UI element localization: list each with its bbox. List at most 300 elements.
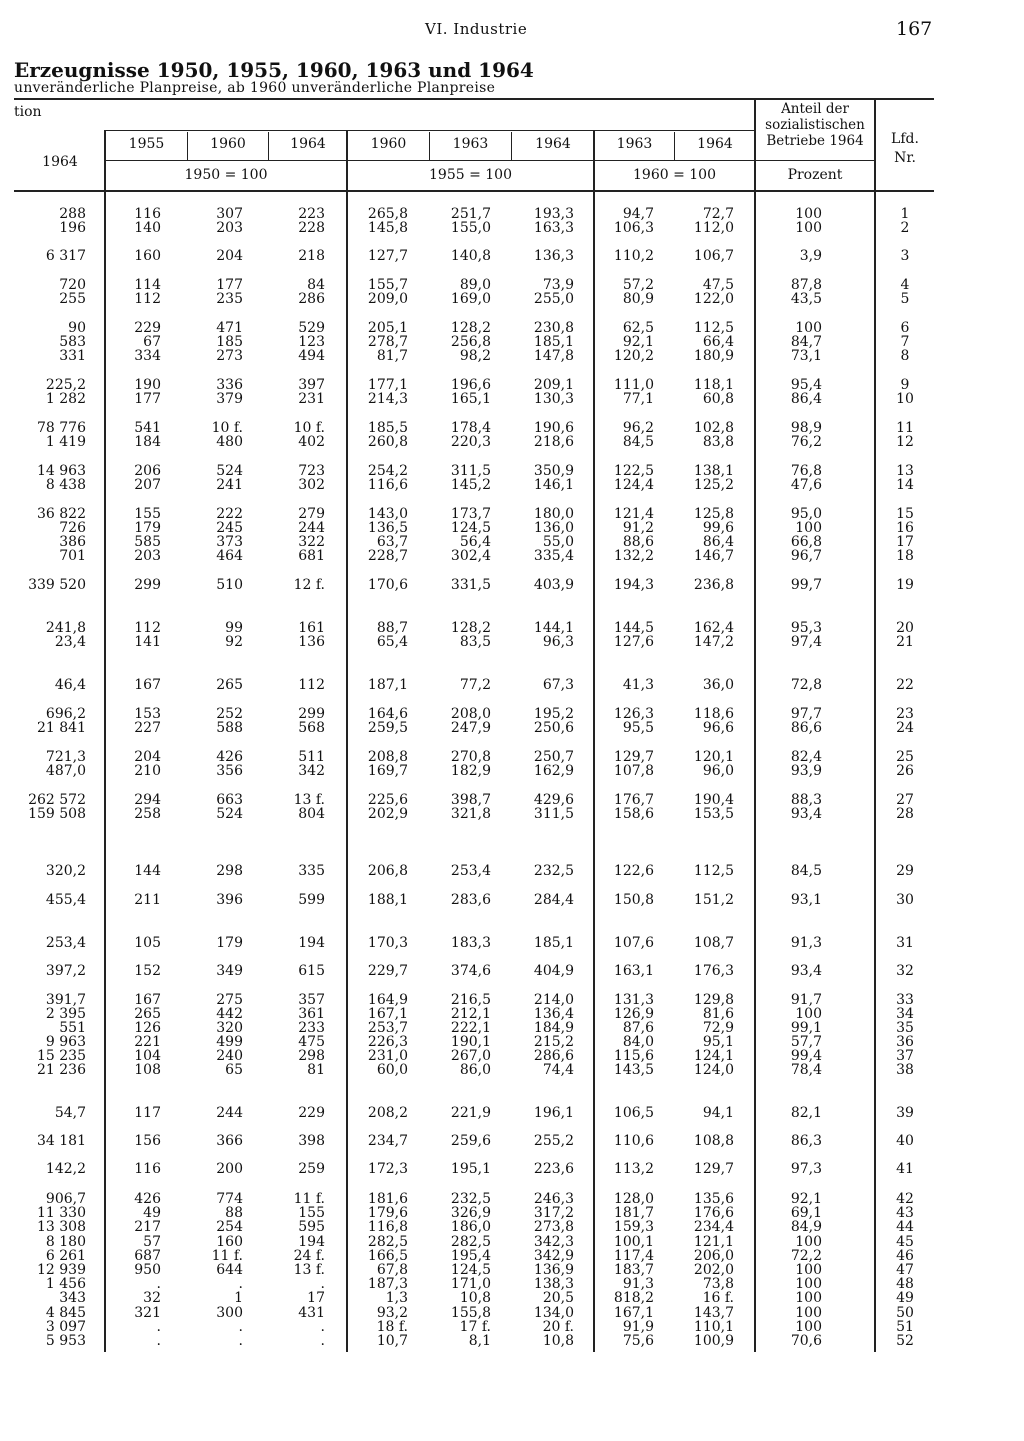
table-cell: 15 235 [37, 1048, 86, 1064]
table-cell: 195,4 [450, 1248, 491, 1264]
table-cell: 14 963 [37, 463, 86, 479]
table-cell: 163,3 [533, 220, 574, 236]
table-title: Erzeugnisse 1950, 1955, 1960, 1963 und 1964 [14, 58, 534, 82]
table-cell: 81,6 [702, 1006, 734, 1022]
table-cell: 687 [134, 1248, 161, 1264]
table-cell: 214,0 [533, 992, 574, 1008]
row-number: 10 [896, 391, 914, 407]
table-cell: 177 [216, 277, 243, 293]
table-cell: 141 [134, 634, 161, 650]
row-number: 39 [896, 1105, 914, 1121]
table-cell: 129,7 [693, 1161, 734, 1177]
table-cell: 116,6 [367, 477, 408, 493]
table-cell: 283,6 [450, 892, 491, 908]
table-cell: 214,3 [367, 391, 408, 407]
table-cell: 87,8 [790, 277, 822, 293]
table-cell: 83,5 [459, 634, 491, 650]
table-cell: 176,7 [613, 792, 654, 808]
table-cell: 229,7 [367, 963, 408, 979]
table-cell: 167 [134, 992, 161, 1008]
table-cell: 221,9 [450, 1105, 491, 1121]
year-b-1964: 1964 [535, 136, 571, 152]
row-number: 5 [900, 291, 910, 307]
table-cell: 251,7 [450, 206, 491, 222]
table-cell: 475 [298, 1034, 325, 1050]
table-cell: 906,7 [45, 1191, 86, 1207]
table-cell: 524 [216, 806, 243, 822]
table-cell: 122,5 [613, 463, 654, 479]
table-cell: 108 [134, 1062, 161, 1078]
table-cell: 195,2 [533, 706, 574, 722]
table-cell: 1 282 [45, 391, 86, 407]
table-cell: 205,1 [367, 320, 408, 336]
row-number: 26 [896, 763, 914, 779]
table-cell: 122,6 [613, 863, 654, 879]
table-cell: 172,3 [367, 1161, 408, 1177]
row-number: 16 [896, 520, 914, 536]
table-cell: 180,0 [533, 506, 574, 522]
table-cell: 77,1 [622, 391, 654, 407]
table-cell: . [156, 1333, 161, 1349]
table-cell: 143,0 [367, 506, 408, 522]
table-cell: 267,0 [450, 1048, 491, 1064]
table-cell: 78 776 [37, 420, 86, 436]
table-cell: 73,1 [790, 348, 822, 364]
table-cell: 194,3 [613, 577, 654, 593]
table-cell: 494 [298, 348, 325, 364]
table-cell: 215,2 [533, 1034, 574, 1050]
row-number: 17 [896, 534, 914, 550]
row-number: 43 [896, 1205, 914, 1221]
table-cell: 56,4 [459, 534, 491, 550]
table-cell: 17 f. [459, 1319, 491, 1335]
table-cell: 615 [298, 963, 325, 979]
table-cell: 126,9 [613, 1006, 654, 1022]
table-cell: 583 [59, 334, 86, 350]
table-cell: 229 [134, 320, 161, 336]
table-cell: 511 [298, 749, 325, 765]
table-cell: 169,7 [367, 763, 408, 779]
row-number: 13 [896, 463, 914, 479]
table-cell: 49 [143, 1205, 161, 1221]
table-cell: 471 [216, 320, 243, 336]
table-cell: 177,1 [367, 377, 408, 393]
table-cell: 282,5 [367, 1234, 408, 1250]
table-cell: 245 [216, 520, 243, 536]
table-cell: 106,7 [693, 248, 734, 264]
row-number: 40 [896, 1133, 914, 1149]
table-cell: 196,1 [533, 1105, 574, 1121]
table-cell: 116 [134, 1161, 161, 1177]
row-number: 20 [896, 620, 914, 636]
table-cell: 499 [216, 1034, 243, 1050]
table-cell: 106,5 [613, 1105, 654, 1121]
table-cell: 210 [134, 763, 161, 779]
table-cell: 321 [134, 1305, 161, 1321]
table-cell: 21 841 [37, 720, 86, 736]
table-cell: 111,0 [613, 377, 654, 393]
table-subtitle: unveränderliche Planpreise, ab 1960 unveränderliche Planpreise [14, 80, 496, 96]
page-number: 167 [896, 18, 933, 40]
table-cell: 131,3 [613, 992, 654, 1008]
table-cell: 176,6 [693, 1205, 734, 1221]
table-cell: 107,8 [613, 763, 654, 779]
table-cell: 179 [134, 520, 161, 536]
table-cell: 228,7 [367, 548, 408, 564]
table-cell: 162,9 [533, 763, 574, 779]
table-cell: 65 [225, 1062, 243, 1078]
table-cell: 397 [298, 377, 325, 393]
table-cell: 246,3 [533, 1191, 574, 1207]
table-cell: 342 [298, 763, 325, 779]
row-number: 14 [896, 477, 914, 493]
table-cell: 84,9 [790, 1219, 822, 1235]
table-cell: 91,7 [790, 992, 822, 1008]
row-number: 44 [896, 1219, 914, 1235]
table-cell: 203 [134, 548, 161, 564]
table-cell: 221 [134, 1034, 161, 1050]
row-number: 46 [896, 1248, 914, 1264]
table-cell: 13 308 [37, 1219, 86, 1235]
table-cell: 112 [134, 620, 161, 636]
table-cell: 162,4 [693, 620, 734, 636]
table-cell: 43,5 [790, 291, 822, 307]
table-cell: 265,8 [367, 206, 408, 222]
table-cell: 194 [298, 935, 325, 951]
table-cell: 18 f. [376, 1319, 408, 1335]
lfd-label: Lfd. Nr. [891, 131, 919, 166]
table-cell: 60,0 [376, 1062, 408, 1078]
table-cell: 311,5 [450, 463, 491, 479]
table-cell: 136 [298, 634, 325, 650]
table-cell: 63,7 [376, 534, 408, 550]
table-cell: 173,7 [450, 506, 491, 522]
table-cell: 84,0 [622, 1034, 654, 1050]
table-cell: 107,6 [613, 935, 654, 951]
table-cell: 96,2 [622, 420, 654, 436]
table-cell: 115,6 [613, 1048, 654, 1064]
table-cell: 93,1 [790, 892, 822, 908]
table-cell: 247,9 [450, 720, 491, 736]
table-cell: 100 [795, 1305, 822, 1321]
table-cell: 187,1 [367, 677, 408, 693]
table-cell: 138,3 [533, 1276, 574, 1292]
table-cell: 60,8 [702, 391, 734, 407]
table-cell: 278,7 [367, 334, 408, 350]
table-cell: 90 [68, 320, 86, 336]
table-cell: 12 f. [293, 577, 325, 593]
table-cell: 302,4 [450, 548, 491, 564]
table-cell: 588 [216, 720, 243, 736]
table-cell: 284,4 [533, 892, 574, 908]
table-cell: 163,1 [613, 963, 654, 979]
row-number: 1 [900, 206, 910, 222]
table-cell: 350,9 [533, 463, 574, 479]
table-cell: 1 456 [45, 1276, 86, 1292]
row-number: 31 [896, 935, 914, 951]
table-cell: 152 [134, 963, 161, 979]
table-cell: 1,3 [385, 1290, 408, 1306]
table-cell: 96,3 [542, 634, 574, 650]
table-cell: 241 [216, 477, 243, 493]
table-cell: 230,8 [533, 320, 574, 336]
table-cell: 551 [59, 1020, 86, 1036]
table-cell: 73,9 [542, 277, 574, 293]
table-cell: 132,2 [613, 548, 654, 564]
table-cell: 273,8 [533, 1219, 574, 1235]
table-cell: 187,3 [367, 1276, 408, 1292]
table-cell: 1 419 [45, 434, 86, 450]
table-cell: 94,7 [622, 206, 654, 222]
table-cell: 74,4 [542, 1062, 574, 1078]
table-cell: 47,5 [702, 277, 734, 293]
table-cell: 21 236 [37, 1062, 86, 1078]
table-cell: 102,8 [693, 420, 734, 436]
row-number: 48 [896, 1276, 914, 1292]
table-cell: 696,2 [45, 706, 86, 722]
table-cell: 331,5 [450, 577, 491, 593]
table-cell: 93,9 [790, 763, 822, 779]
table-cell: 253,4 [450, 863, 491, 879]
row-number: 45 [896, 1234, 914, 1250]
table-cell: 259,6 [450, 1133, 491, 1149]
table-cell: 190 [134, 377, 161, 393]
table-cell: 188,1 [367, 892, 408, 908]
table-cell: 84 [307, 277, 325, 293]
table-cell: 235 [216, 291, 243, 307]
table-cell: 356 [216, 763, 243, 779]
table-cell: 75,6 [622, 1333, 654, 1349]
table-cell: 8 438 [45, 477, 86, 493]
table-cell: 123 [298, 334, 325, 350]
row-number: 2 [900, 220, 910, 236]
table-cell: 10,7 [376, 1333, 408, 1349]
table-cell: 208,8 [367, 749, 408, 765]
table-cell: 342,3 [533, 1234, 574, 1250]
table-cell: 92,1 [622, 334, 654, 350]
table-cell: 681 [298, 548, 325, 564]
table-cell: 3,9 [799, 248, 822, 264]
table-cell: 66,8 [790, 534, 822, 550]
table-cell: 218,6 [533, 434, 574, 450]
table-cell: 6 317 [45, 248, 86, 264]
table-cell: 320,2 [45, 863, 86, 879]
table-cell: 231 [298, 391, 325, 407]
table-cell: . [156, 1319, 161, 1335]
table-cell: 177 [134, 391, 161, 407]
table-cell: 77,2 [459, 677, 491, 693]
table-cell: 82,4 [790, 749, 822, 765]
table-cell: 255 [59, 291, 86, 307]
table-cell: . [320, 1333, 325, 1349]
table-cell: 83,8 [702, 434, 734, 450]
table-cell: 88,6 [622, 534, 654, 550]
table-cell: 116 [134, 206, 161, 222]
table-cell: 206,0 [693, 1248, 734, 1264]
table-cell: 108,7 [693, 935, 734, 951]
table-cell: 720 [59, 277, 86, 293]
table-cell: 41,3 [622, 677, 654, 693]
row-number: 37 [896, 1048, 914, 1064]
table-cell: 196,6 [450, 377, 491, 393]
table-cell: 72,8 [790, 677, 822, 693]
table-cell: 135,6 [693, 1191, 734, 1207]
table-cell: 10,8 [542, 1333, 574, 1349]
table-cell: 32 [143, 1290, 161, 1306]
table-cell: 194 [298, 1234, 325, 1250]
table-cell: 13 f. [293, 792, 325, 808]
table-cell: 155 [134, 506, 161, 522]
table-cell: 585 [134, 534, 161, 550]
table-cell: 16 f. [702, 1290, 734, 1306]
table-cell: 220,3 [450, 434, 491, 450]
table-cell: 88 [225, 1205, 243, 1221]
table-cell: 164,6 [367, 706, 408, 722]
table-cell: 464 [216, 548, 243, 564]
table-cell: 150,8 [613, 892, 654, 908]
table-cell: 128,0 [613, 1191, 654, 1207]
table-cell: 118,6 [693, 706, 734, 722]
table-cell: 72,9 [702, 1020, 734, 1036]
table-cell: 82,1 [790, 1105, 822, 1121]
share-label: Anteil der sozialistischen Betriebe 1964 [765, 101, 865, 149]
table-cell: . [238, 1319, 243, 1335]
table-cell: 105 [134, 935, 161, 951]
table-cell: 112,0 [693, 220, 734, 236]
row-number: 22 [896, 677, 914, 693]
table-cell: 93,4 [790, 806, 822, 822]
table-cell: 331 [59, 348, 86, 364]
table-cell: 231,0 [367, 1048, 408, 1064]
table-cell: 93,2 [376, 1305, 408, 1321]
year-b-1960: 1960 [370, 136, 407, 152]
table-cell: 429,6 [533, 792, 574, 808]
table-cell: 204 [134, 749, 161, 765]
row-number: 41 [896, 1161, 914, 1177]
table-cell: 36,0 [702, 677, 734, 693]
table-cell: 217 [134, 1219, 161, 1235]
row-number: 33 [896, 992, 914, 1008]
table-cell: 455,4 [45, 892, 86, 908]
table-cell: 568 [298, 720, 325, 736]
table-cell: 317,2 [533, 1205, 574, 1221]
table-cell: 701 [59, 548, 86, 564]
table-cell: 203 [216, 220, 243, 236]
table-cell: 183,3 [450, 935, 491, 951]
table-cell: 252 [216, 706, 243, 722]
table-cell: 110,6 [613, 1133, 654, 1149]
table-cell: 136,3 [533, 248, 574, 264]
table-cell: 130,3 [533, 391, 574, 407]
row-number: 29 [896, 863, 914, 879]
table-cell: 273 [216, 348, 243, 364]
table-cell: 302 [298, 477, 325, 493]
table-cell: 207 [134, 477, 161, 493]
table-cell: 299 [134, 577, 161, 593]
table-cell: 155,8 [450, 1305, 491, 1321]
row-number: 18 [896, 548, 914, 564]
table-cell: 104 [134, 1048, 161, 1064]
table-cell: 339 520 [28, 577, 86, 593]
table-cell: 153 [134, 706, 161, 722]
table-cell: 373 [216, 534, 243, 550]
table-cell: 136,0 [533, 520, 574, 536]
row-number: 49 [896, 1290, 914, 1306]
table-cell: 57,7 [790, 1034, 822, 1050]
table-cell: 112,5 [693, 320, 734, 336]
table-cell: 100 [795, 1319, 822, 1335]
table-cell: 159 508 [28, 806, 86, 822]
table-cell: 91,3 [790, 935, 822, 951]
row-number: 8 [900, 348, 910, 364]
table-cell: 34 181 [37, 1133, 86, 1149]
table-cell: 265 [134, 1006, 161, 1022]
table-cell: 11 f. [293, 1191, 325, 1207]
table-cell: 255,0 [533, 291, 574, 307]
table-cell: 96,0 [702, 763, 734, 779]
table-cell: 402 [298, 434, 325, 450]
year-a-1955: 1955 [128, 136, 165, 152]
table-cell: 275 [216, 992, 243, 1008]
table-cell: 136,4 [533, 1006, 574, 1022]
table-cell: 209,0 [367, 291, 408, 307]
table-cell: 164,9 [367, 992, 408, 1008]
table-cell: 426 [134, 1191, 161, 1207]
table-cell: 65,4 [376, 634, 408, 650]
table-cell: 118,1 [693, 377, 734, 393]
row-number: 30 [896, 892, 914, 908]
table-cell: 93,4 [790, 963, 822, 979]
table-cell: 260,8 [367, 434, 408, 450]
table-cell: 158,6 [613, 806, 654, 822]
table-cell: 129,8 [693, 992, 734, 1008]
table-cell: 151,2 [693, 892, 734, 908]
table-cell: 165,1 [450, 391, 491, 407]
table-cell: 374,6 [450, 963, 491, 979]
table-cell: 144,1 [533, 620, 574, 636]
table-cell: . [238, 1333, 243, 1349]
table-cell: 663 [216, 792, 243, 808]
table-cell: 244 [216, 1105, 243, 1121]
table-cell: 398,7 [450, 792, 491, 808]
table-cell: 442 [216, 1006, 243, 1022]
table-cell: 67 [143, 334, 161, 350]
table-cell: 326,9 [450, 1205, 491, 1221]
table-cell: 91,3 [622, 1276, 654, 1292]
table-cell: 99,6 [702, 520, 734, 536]
table-cell: 100,1 [613, 1234, 654, 1250]
table-cell: 112 [298, 677, 325, 693]
table-cell: 228 [298, 220, 325, 236]
table-cell: 208,0 [450, 706, 491, 722]
table-cell: 167,1 [613, 1305, 654, 1321]
table-cell: 13 f. [293, 1262, 325, 1278]
table-cell: 216,5 [450, 992, 491, 1008]
table-cell: 86,3 [790, 1133, 822, 1149]
table-cell: 259 [298, 1161, 325, 1177]
table-cell: 404,9 [533, 963, 574, 979]
table-cell: 143,5 [613, 1062, 654, 1078]
table-cell: 723 [298, 463, 325, 479]
table-cell: 286 [298, 291, 325, 307]
table-cell: 431 [298, 1305, 325, 1321]
table-cell: 426 [216, 749, 243, 765]
table-cell: 91,9 [622, 1319, 654, 1335]
table-cell: 184 [134, 434, 161, 450]
table-cell: 1 [234, 1290, 243, 1306]
table-cell: 97,7 [790, 706, 822, 722]
table-cell: 250,7 [533, 749, 574, 765]
